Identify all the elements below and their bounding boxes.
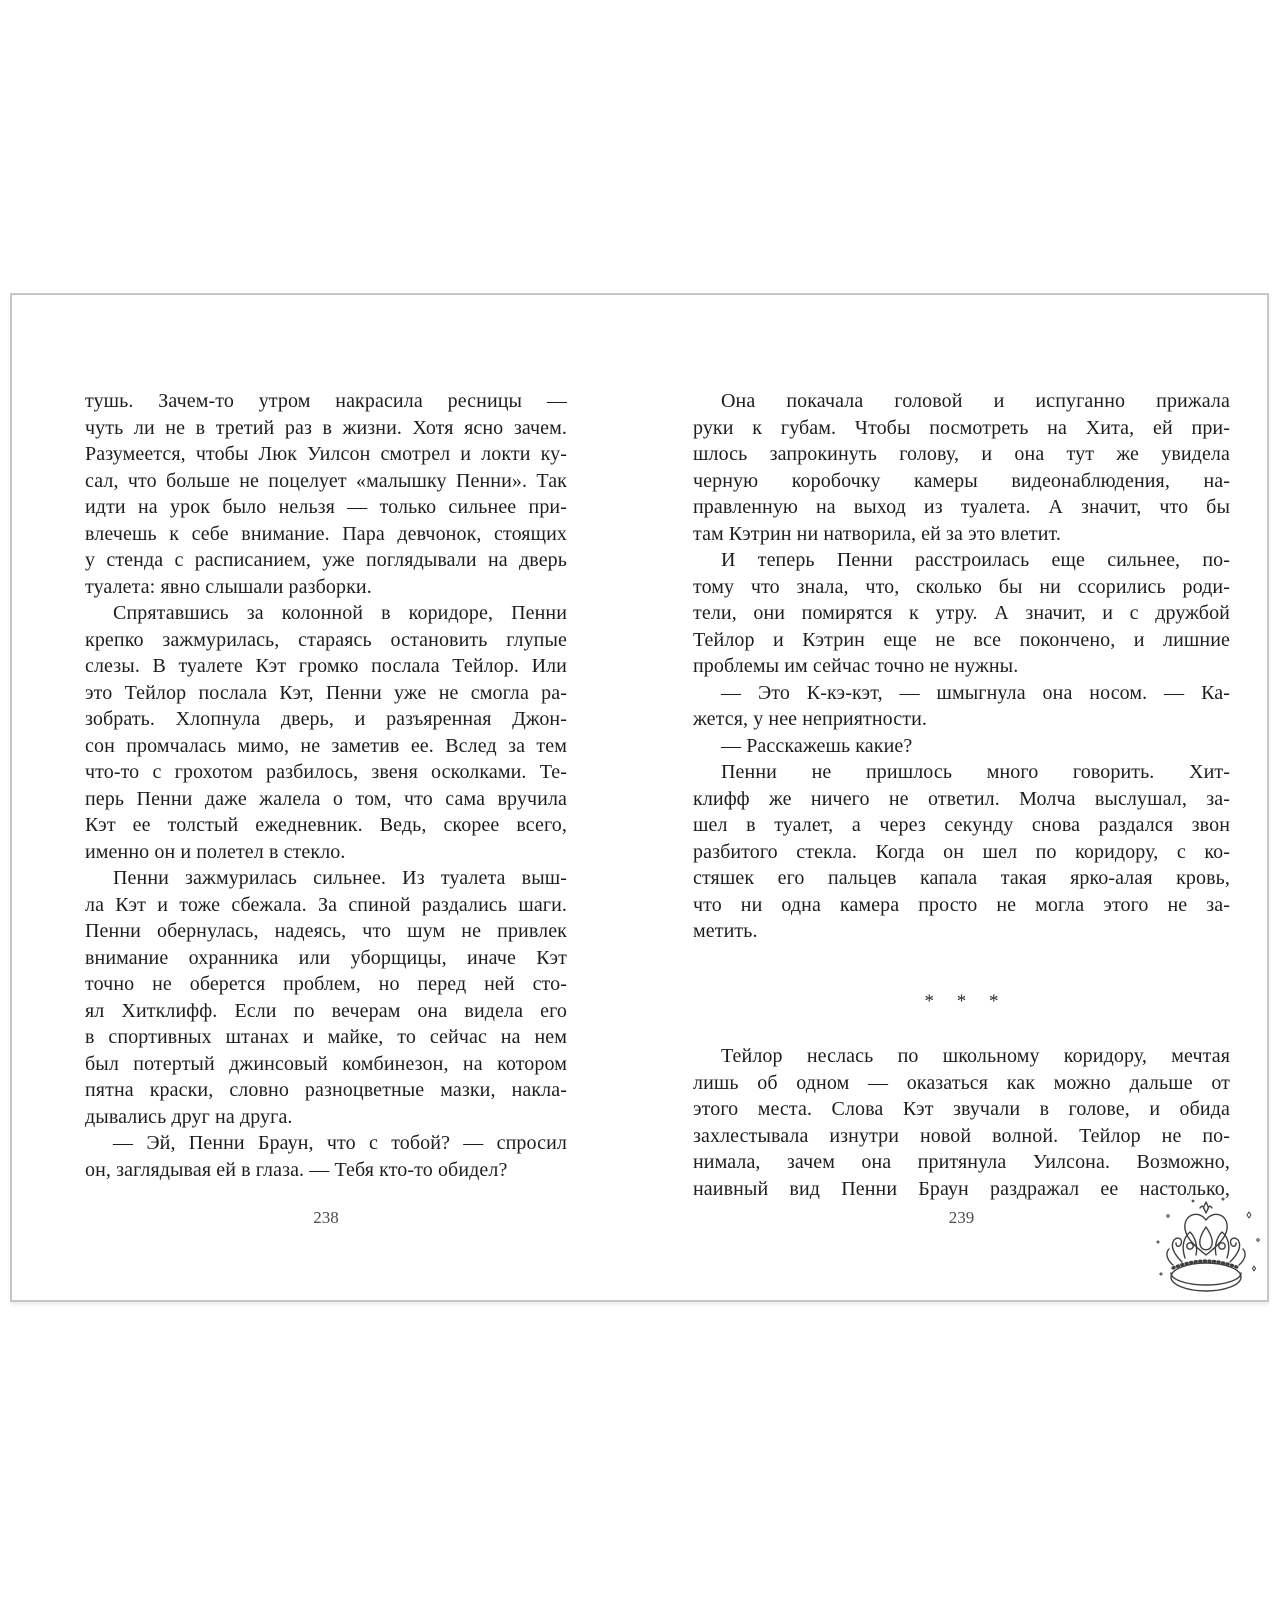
text-line: там Кэтрин ни натворила, ей за это влетит. [693,522,1061,545]
text-line: туалета: явно слышали разборки. [85,575,372,598]
text-line: это Тейлор послала Кэт, Пенни уже не смогла ра- [85,681,567,704]
page-number-left: 238 [313,1208,339,1227]
text-line: чуть ли не в третий раз в жизни. Хотя ясно зачем. [85,416,567,439]
text-line: крепко зажмурилась, стараясь остановить глупые [85,628,567,651]
text-line: — Эй, Пенни Браун, что с тобой? — спросил [113,1132,567,1154]
text-line: шел в туалет, а через секунду снова раздался звон [693,814,1230,836]
text-line: именно он и полетел в стекло. [85,840,346,863]
left-page-text [85,388,567,1183]
text-line: правленную на выход из туалета. А значит, что бы [693,496,1230,518]
text-line: Спрятавшись за колонной в коридоре, Пенни [113,602,567,624]
text-line: сон промчалась мимо, не заметив ее. Вслед за тем [85,734,567,757]
text-line: идти на урок было нельзя — только сильнее при- [85,496,567,518]
text-line: проблемы им сейчас точно не нужны. [693,655,1019,677]
book-spread-page [10,293,1269,1302]
text-line: Пенни не пришлось много говорить. Хит- [721,761,1230,783]
text-line: зобрать. Хлопнула дверь, и разъяренная Джон- [85,708,567,730]
text-line: Пенни зажмурилась сильнее. Из туалета выш- [113,867,567,889]
text-line: был потертый джинсовый комбинезон, на котором [85,1052,567,1075]
text-line: внимание охранника или уборщицы, иначе Кэт [85,946,567,969]
text-line: — Расскажешь какие? [721,734,913,757]
text-line: — Это К-кэ-кэт, — шмыгнула она носом. — Ка- [721,681,1230,704]
text-line: этого места. Слова Кэт звучали в голове, и обида [693,1098,1230,1120]
text-line: Она покачала головой и испуганно прижала [721,390,1230,412]
text-line: влечешь к себе внимание. Пара девчонок, стоящих [85,522,567,545]
text-line: захлестывала изнутри новой волной. Тейлор не по- [693,1124,1230,1147]
text-line: у стенда с расписанием, уже поглядывали на дверь [85,549,567,571]
section-separator: * * * [924,990,1008,1012]
text-line: разбитого стекла. Когда он шел по коридору, с ко- [693,840,1230,863]
text-line: клифф же ничего не ответил. Молча выслушал, за- [693,787,1230,810]
text-line: Разумеется, чтобы Люк Уилсон смотрел и локти ку- [85,443,567,465]
text-line: метить. [693,920,758,942]
text-line: дывались друг на друга. [85,1105,293,1128]
text-line: ял Хитклифф. Если по вечерам она видела его [85,999,567,1022]
text-line: тели, они помирятся к утру. А значит, и с дружбой [693,602,1230,624]
text-line: жется, у нее неприятности. [693,708,927,730]
text-line: черную коробочку камеры видеонаблюдения, на- [693,469,1230,492]
tiara-icon [1148,1196,1264,1296]
text-line: точно не оберется проблем, но перед ней сто- [85,973,567,995]
text-line: сал, что больше не поцелует «малышку Пенни». Так [85,469,567,492]
text-line: слезы. В туалете Кэт громко послала Тейлор. Или [85,655,567,677]
text-line: тушь. Зачем-то утром накрасила ресницы — [85,390,567,412]
text-line: лишь об одном — оказаться как можно дальше от [693,1071,1230,1094]
text-line: пятна краски, словно разноцветные мазки, накла- [85,1079,567,1101]
text-line: наивный вид Пенни Браун раздражал ее настолько, [693,1177,1230,1200]
text-line: что-то с грохотом разбилось, звеня осколками. Те- [85,761,567,783]
text-line: тому что знала, что, сколько бы ни ссорились роди- [693,575,1230,598]
text-line: он, заглядывая ей в глаза. — Тебя кто-то обидел? [85,1158,508,1181]
text-line: Тейлор и Кэтрин еще не все покончено, и лишние [693,628,1230,651]
text-line: в спортивных штанах и майке, то сейчас на нем [85,1026,567,1048]
tiara-illustration [1148,1196,1264,1296]
text-line: ла Кэт и тоже сбежала. За спиной раздались шаги. [85,893,567,916]
page-number-right: 239 [948,1208,975,1227]
text-line: перь Пенни даже жалела о том, что сама вручила [85,787,567,810]
text-line: Тейлор неслась по школьному коридору, мечтая [721,1045,1230,1067]
right-page-text [693,388,1230,1202]
text-line: Кэт ее толстый ежедневник. Ведь, скорее всего, [85,814,567,836]
text-line: нимала, зачем она притянула Уилсона. Возможно, [693,1151,1230,1173]
text-line: что ни одна камера просто не могла этого не за- [693,893,1230,916]
text-line: стяшек его пальцев капала такая ярко-алая кровь, [693,867,1230,889]
text-line: И теперь Пенни расстроилась еще сильнее, по- [721,549,1230,571]
text-line: шлось запрокинуть голову, и она тут же увидела [693,443,1230,465]
text-line: Пенни обернулась, надеясь, что шум не привлек [85,920,567,942]
text-line: руки к губам. Чтобы посмотреть на Хита, ей при- [693,416,1230,439]
